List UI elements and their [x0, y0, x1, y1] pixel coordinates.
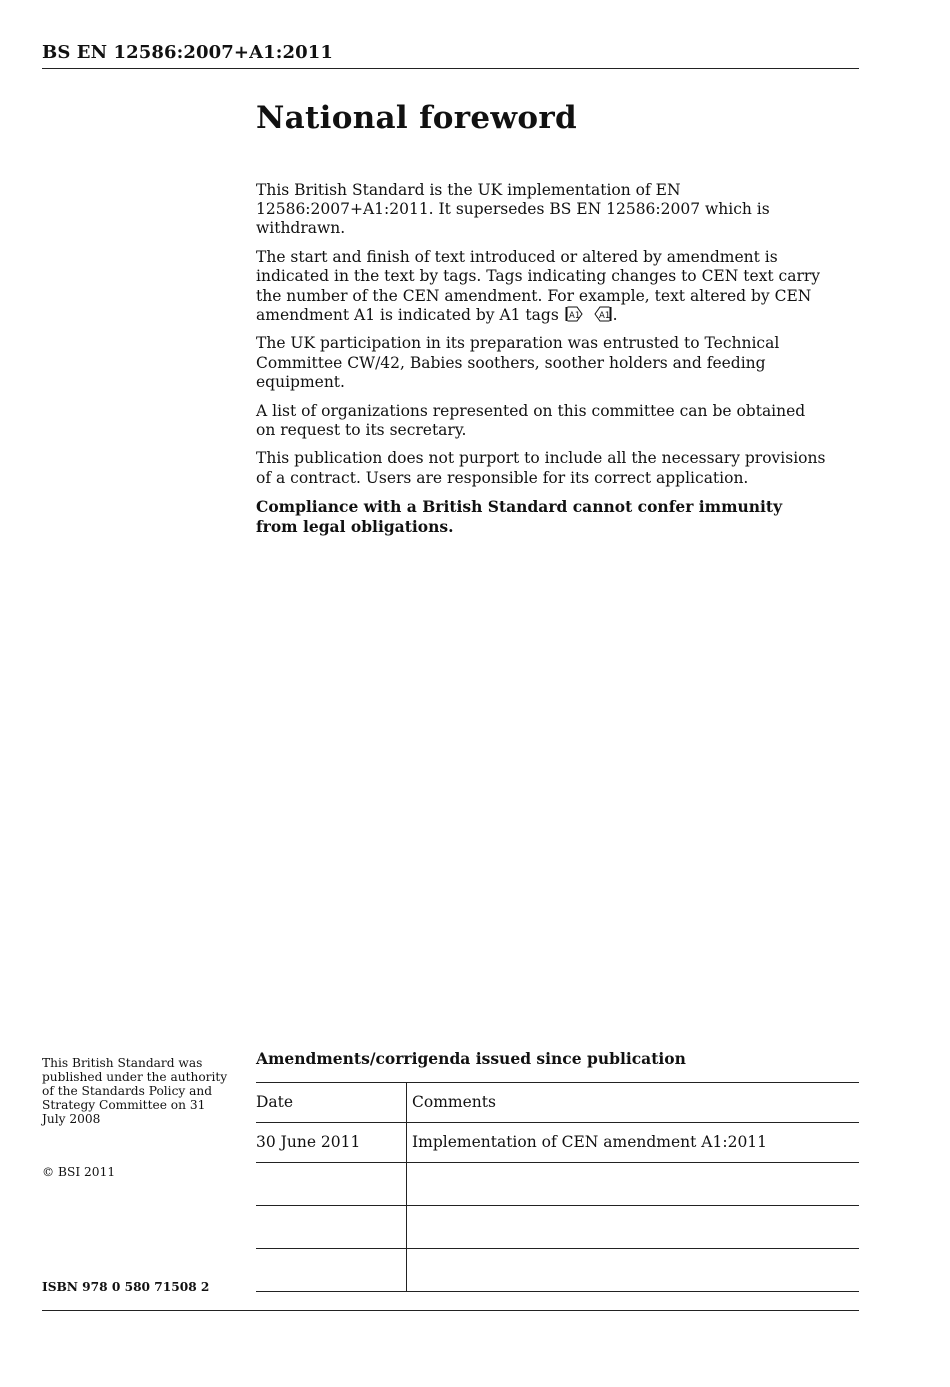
table-header-row: [256, 1083, 859, 1123]
paragraph-organizations: A list of organizations represented on this committee can be obtained on request to its secretary.: [256, 401, 806, 439]
document-id-header: BS EN 12586:2007+A1:2011: [42, 42, 333, 63]
table-cell-comments: [407, 1206, 860, 1249]
table-row: [256, 1123, 859, 1163]
amendment-start-tag-icon: [565, 306, 585, 322]
paragraph-amendment-tags-end: .: [612, 305, 618, 324]
table-cell-comments: Implementation of CEN amendment A1:2011: [407, 1123, 860, 1163]
paragraph-compliance: Compliance with a British Standard cannot confer immunity from legal obligations.: [256, 497, 783, 536]
table-row: [256, 1249, 859, 1292]
amendments-heading: Amendments/corrigenda issued since publication: [256, 1049, 686, 1068]
table-cell-comments: [407, 1249, 860, 1292]
isbn-number: ISBN 978 0 580 71508 2: [42, 1280, 210, 1294]
amendment-start-tag-label: A1: [568, 310, 580, 321]
table-row: [256, 1206, 859, 1249]
amendments-table: [256, 1082, 859, 1292]
foreword-body: [256, 181, 826, 545]
header-rule: [42, 68, 859, 69]
table-row: [256, 1163, 859, 1206]
table-cell-date: [256, 1206, 407, 1249]
amendment-end-tag-label: A1: [598, 310, 610, 321]
paragraph-contract: This publication does not purport to include all the necessary provisions of a contract. Users are responsible for its correct application.: [256, 449, 826, 487]
copyright-note: © BSI 2011: [42, 1165, 116, 1179]
footer-rule: [42, 1310, 859, 1311]
table-header-comments: Comments: [407, 1083, 860, 1123]
paragraph-committee: The UK participation in its preparation was entrusted to Technical Committee CW/42, Babies soothers, soother holders and feeding equipment.: [256, 334, 780, 391]
paragraph-amendment-tags: [256, 248, 826, 325]
table-cell-date: [256, 1163, 407, 1206]
table-cell-date: [256, 1249, 407, 1292]
table-header-date: Date: [256, 1083, 407, 1123]
paragraph-amendment-tags-text: The start and finish of text introduced or altered by amendment is indicated in the text by tags. Tags indicating changes to CEN text carry the number of the CEN amendment. For example, text altered by CEN amendment A1 is indicated by A1 tags: [256, 248, 821, 324]
table-cell-comments: [407, 1163, 860, 1206]
publication-note: This British Standard was published under the authority of the Standards Policy and Strategy Committee on 31 July 2008: [42, 1056, 228, 1126]
amendment-end-tag-icon: [592, 306, 612, 322]
table-cell-date: 30 June 2011: [256, 1123, 407, 1163]
page-title: National foreword: [256, 100, 577, 136]
paragraph-implementation: This British Standard is the UK implementation of EN 12586:2007+A1:2011. It supersedes BS EN 12586:2007 which is withdrawn.: [256, 181, 770, 238]
